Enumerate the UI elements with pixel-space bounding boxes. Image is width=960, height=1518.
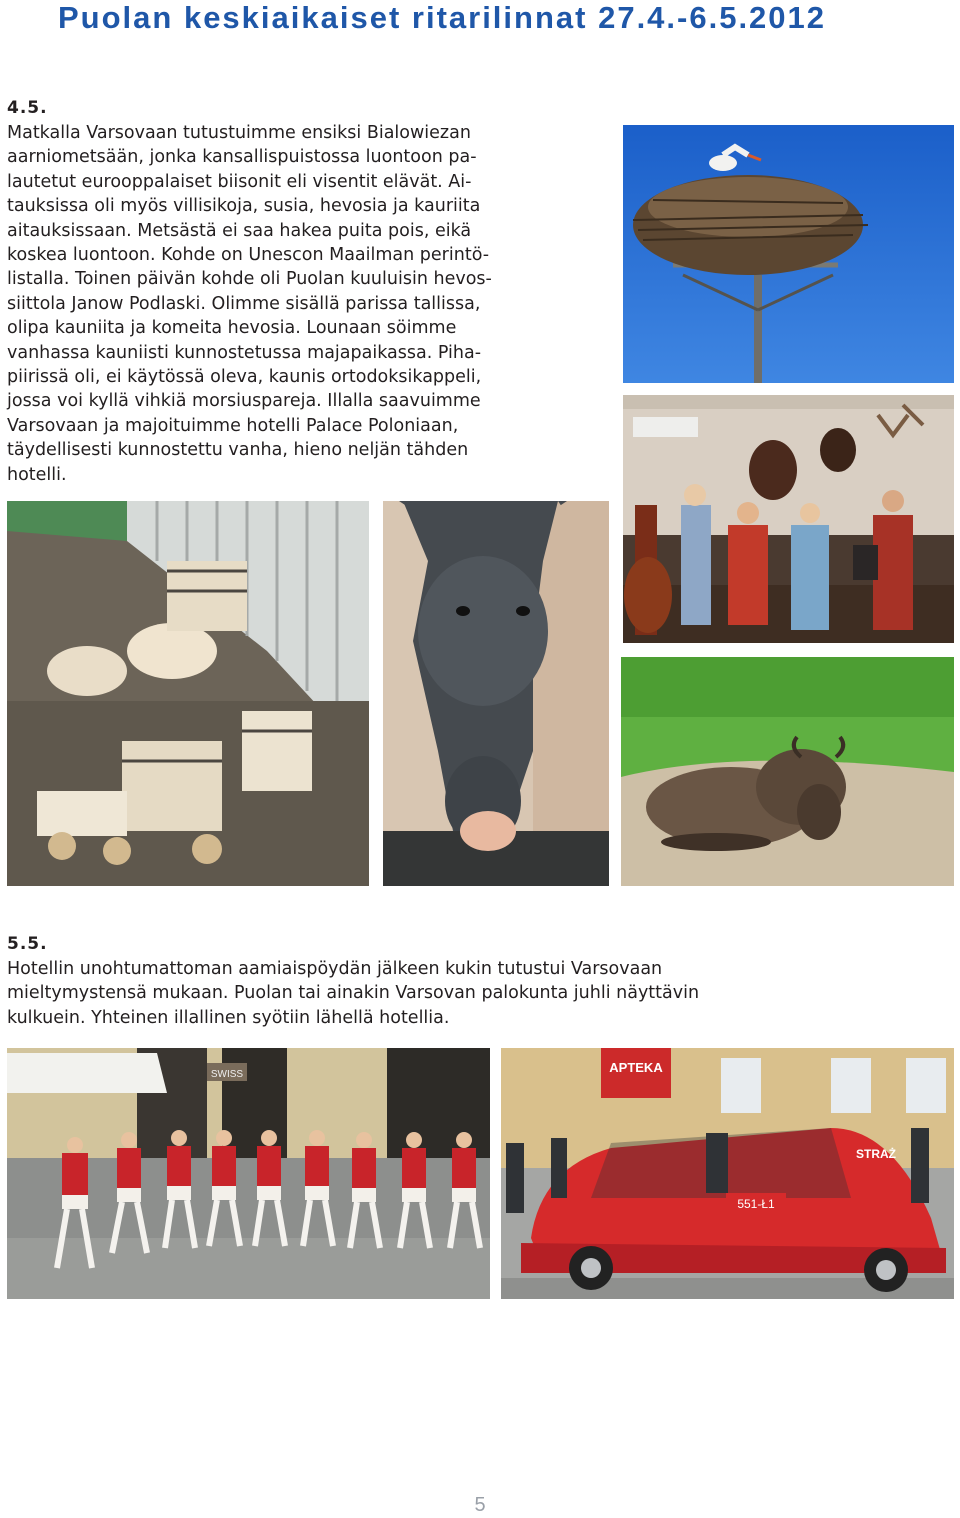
- page-number: 5: [474, 1494, 486, 1516]
- swiss-sign: SWISS: [210, 1069, 244, 1080]
- horse-photo: [383, 501, 609, 886]
- section-date-may-5: 5.5.: [7, 934, 48, 954]
- truck-label: STRAŻ: [856, 1147, 896, 1161]
- birch-crafts-photo: [7, 501, 369, 886]
- majorettes-parade-photo: [7, 1048, 490, 1299]
- musicians-photo: [623, 395, 954, 643]
- section-text-may-5: Hotellin unohtumattoman aamiaispöydän jälkeen kukin tutustui Varsovaan mieltymystensä mukaan. Puolan tai ainakin Varsovan palokunta juhli näyttävin kulkuein. Yhteinen illallinen syötiin lähellä hotellia.: [7, 959, 700, 1028]
- bison-photo: [621, 657, 954, 886]
- stork-nest-photo: [623, 125, 954, 383]
- shop-sign: APTEKA: [609, 1060, 663, 1075]
- truck-plate: 551-Ł1: [737, 1197, 775, 1211]
- section-text-may-4: Matkalla Varsovaan tutustuimme ensiksi Bialowiezan aarniometsään, jonka kansallispuistossa luontoon pa- lautetut eurooppalaiset biisonit eli visentit elävät. Ai- tauksissa oli myös villisikoja, susia, hevosia ja kauriita aitauksissaan. Metsästä ei saa hakea puita pois, eikä koskea luontoon. Kohde on Unescon Maailman perintö- listalla. Toinen päivän kohde oli Puolan kuuluisin hevos- siittola Janow Podlaski. Olimme sisällä parissa tallissa, olipa kauniita ja komeita hevosia. Lounaan söimme vanhassa kauniisti kunnostetussa majapaikassa. Piha- piirissä oli, ei käytössä oleva, kaunis ortodoksikappeli, jossa voi kyllä vihkiä morsiuspareja. Illalla saavuimme Varsovaan ja majoituimme hotelli Palace Poloniaan, täydellisesti kunnostettu vanha, hieno neljän tähden hotelli.: [7, 123, 492, 485]
- page-title: Puolan keskiaikaiset ritarilinnat 27.4.-6.5.2012: [58, 0, 827, 35]
- fire-truck-photo: [501, 1048, 954, 1299]
- section-date-may-4: 4.5.: [7, 98, 48, 118]
